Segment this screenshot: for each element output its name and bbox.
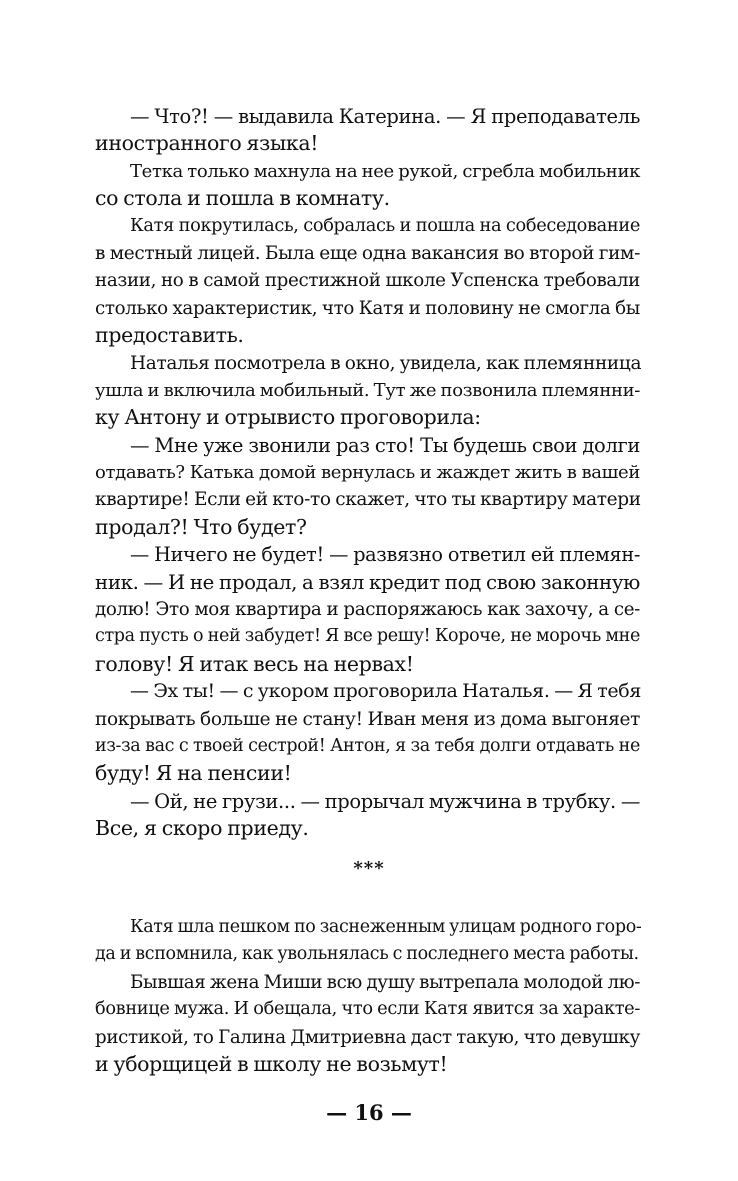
text-line: со стола и пошла в комнату.	[95, 186, 390, 211]
text-line: Бывшая жена Миши всю душу вытрепала молодой лю-	[130, 971, 641, 993]
section-separator: ***	[353, 858, 385, 879]
text-line: отдавать? Катька домой вернулась и жаждет жить в вашей	[95, 462, 640, 484]
text-line: ку Антону и отрывисто проговорила:	[95, 405, 481, 430]
page-number: — 16 —	[326, 1100, 412, 1125]
text-line: да и вспомнила, как увольнялась с последнего места работы.	[95, 944, 639, 965]
text-line: бовнице мужа. И обещала, что если Катя явится за характе-	[95, 999, 640, 1020]
text-line: продал?! Что будет?	[95, 514, 307, 539]
text-line: стра пусть о ней забудет! Я все решу! Короче, не морочь мне	[95, 626, 640, 647]
text-line: квартире! Если ей кто-то скажет, что ты квартиру матери	[95, 489, 641, 511]
text-line: Катя покрутилась, собралась и пошла на собеседование	[130, 215, 640, 236]
text-line: голову! Я итак весь на нервах!	[95, 651, 414, 676]
text-line: ушла и включила мобильный. Тут же позвонила племянни-	[95, 379, 640, 401]
text-line: долю! Это моя квартира и распоряжаюсь как захочу, а се-	[95, 599, 640, 621]
text-line: — Ой, не грузи... — прорычал мужчина в трубку. —	[130, 789, 640, 813]
text-line: столько характеристик, что Катя и половину не смогла бы	[95, 297, 640, 319]
text-line: — Что?! — выдавила Катерина. — Я преподаватель	[130, 105, 640, 128]
text-line: и уборщицей в школу не возьмут!	[95, 1051, 448, 1076]
text-line: ник. — И не продал, а взял кредит под свою законную	[95, 570, 640, 594]
text-line: ристикой, то Галина Дмитриевна даст такую, что девушку	[95, 1026, 640, 1048]
text-line: из-за вас с твоей сестрой! Антон, я за тебя долги отдавать не	[95, 735, 640, 756]
text-line: Наталья посмотрела в окно, увидела, как племянница	[130, 352, 642, 374]
text-line: в местный лицей. Была еще одна вакансия во второй гим-	[95, 242, 640, 264]
text-line: Катя шла пешком по заснеженным улицам родного горо-	[130, 917, 642, 937]
body-text-continued	[95, 914, 640, 1078]
text-line: Тетка только махнула на нее рукой, сгребла мобильник	[130, 160, 640, 182]
text-line: — Эх ты! — с укором проговорила Наталья. — Я тебя	[130, 680, 642, 703]
text-line: буду! Я на пенсии!	[95, 761, 292, 786]
text-line: иностранного языка!	[95, 131, 319, 156]
text-line: Все, я скоро приеду.	[95, 816, 309, 841]
body-text	[95, 103, 640, 843]
text-line: назии, но в самой престижной школе Успенска требовали	[95, 270, 640, 292]
text-line: — Ничего не будет! — развязно ответил ей племян-	[130, 543, 640, 567]
text-line: покрывать больше не стану! Иван меня из дома выгоняет	[95, 708, 640, 730]
text-line: предоставить.	[95, 323, 244, 348]
text-line: — Мне уже звонили раз сто! Ты будешь свои долги	[130, 433, 640, 457]
